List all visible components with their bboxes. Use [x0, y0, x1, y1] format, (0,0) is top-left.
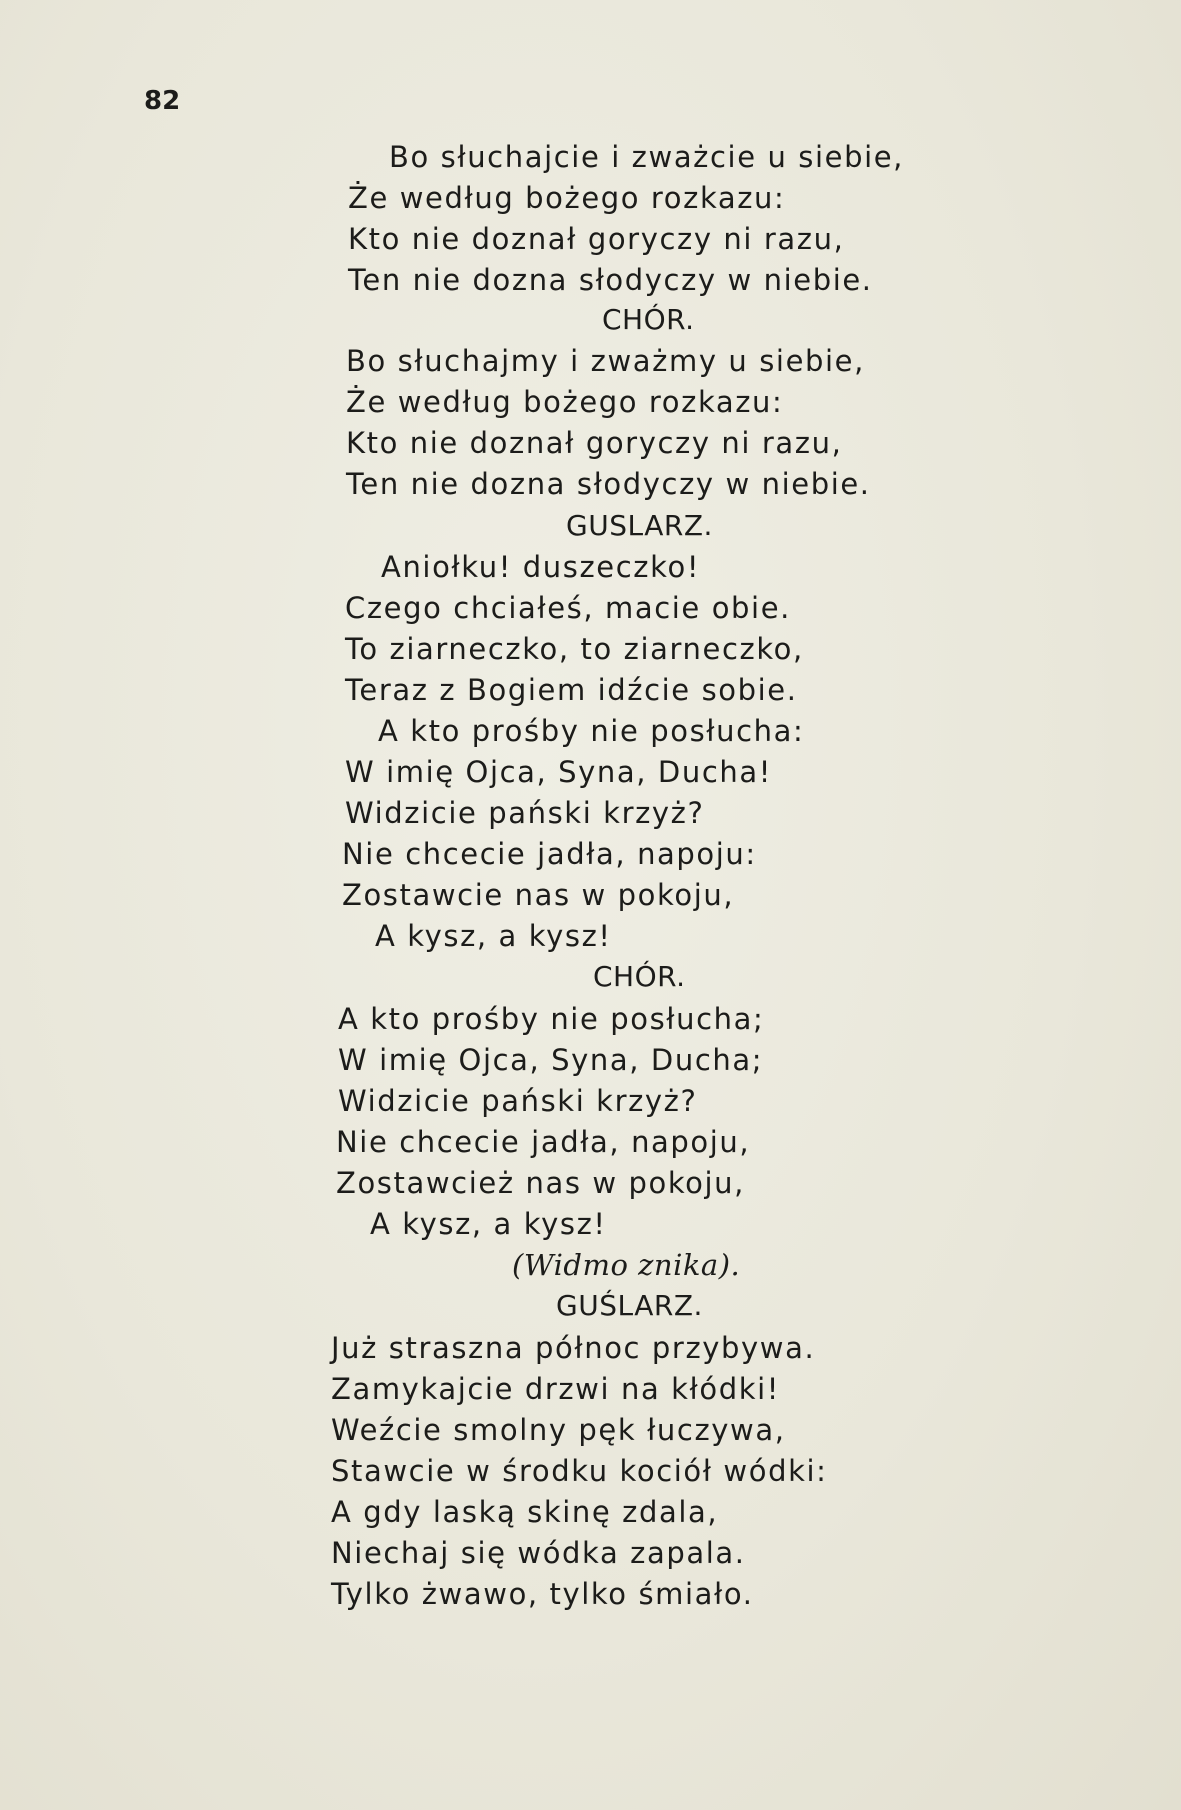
verse-line: Widzicie pański krzyż?: [338, 1084, 698, 1118]
speaker-heading: CHÓR.: [593, 960, 686, 993]
verse-line: Widzicie pański krzyż?: [345, 796, 705, 830]
verse-line: W imię Ojca, Syna, Ducha;: [338, 1043, 764, 1077]
verse-line: Tylko żwawo, tylko śmiało.: [331, 1577, 754, 1611]
verse-line: Ten nie dozna słodyczy w niebie.: [346, 467, 871, 501]
verse-line: Teraz z Bogiem idźcie sobie.: [345, 673, 798, 707]
verse-line: Kto nie doznał goryczy ni razu,: [346, 426, 843, 460]
verse-line: Że według bożego rozkazu:: [346, 385, 784, 419]
speaker-heading: CHÓR.: [602, 303, 695, 336]
verse-line: A gdy laską skinę zdala,: [331, 1495, 719, 1529]
verse-line: Zamykajcie drzwi na kłódki!: [331, 1372, 781, 1406]
speaker-heading: GUŚLARZ.: [556, 1289, 703, 1322]
verse-line: Zostawcież nas w pokoju,: [336, 1166, 745, 1200]
verse-line: Bo słuchajmy i zważmy u siebie,: [346, 344, 865, 378]
verse-line: Już straszna północ przybywa.: [331, 1331, 816, 1365]
page-number: 82: [144, 86, 181, 116]
verse-line: Nie chcecie jadła, napoju,: [336, 1125, 751, 1159]
verse-line: Bo słuchajcie i zważcie u siebie,: [389, 140, 905, 174]
verse-line: Nie chcecie jadła, napoju:: [342, 837, 757, 871]
verse-line: Czego chciałeś, macie obie.: [345, 591, 791, 625]
verse-line: Stawcie w środku kociół wódki:: [331, 1454, 828, 1488]
verse-line: Weźcie smolny pęk łuczywa,: [331, 1413, 786, 1447]
verse-line: A kto prośby nie posłucha:: [378, 714, 805, 748]
verse-line: Aniołku! duszeczko!: [381, 550, 701, 584]
verse-line: Niechaj się wódka zapala.: [331, 1536, 746, 1570]
verse-line: Kto nie doznał goryczy ni razu,: [348, 222, 845, 256]
verse-line: To ziarneczko, to ziarneczko,: [345, 632, 804, 666]
verse-line: W imię Ojca, Syna, Ducha!: [345, 755, 772, 789]
verse-line: Zostawcie nas w pokoju,: [342, 878, 735, 912]
verse-line: Ten nie dozna słodyczy w niebie.: [348, 263, 873, 297]
stage-direction: (Widmo znika).: [512, 1248, 741, 1282]
verse-line: Że według bożego rozkazu:: [348, 181, 786, 215]
speaker-heading: GUSLARZ.: [566, 509, 713, 542]
verse-line: A kysz, a kysz!: [375, 919, 612, 953]
verse-line: A kysz, a kysz!: [370, 1207, 607, 1241]
verse-line: A kto prośby nie posłucha;: [338, 1002, 765, 1036]
